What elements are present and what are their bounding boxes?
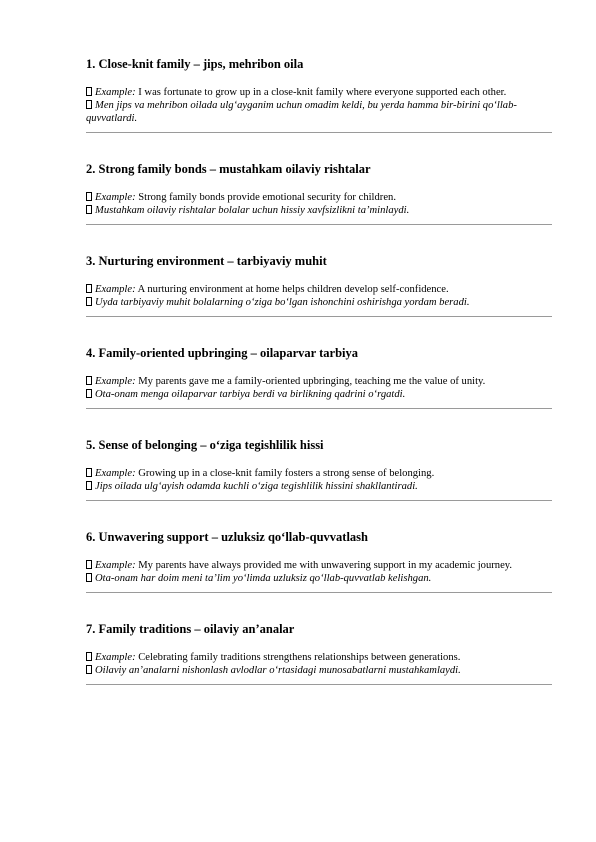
example-label: Example: — [95, 560, 136, 571]
checkbox-glyph-icon — [86, 87, 92, 96]
checkbox-glyph-icon — [86, 100, 92, 109]
translation-line — [86, 296, 552, 309]
example-text: My parents have always provided me with unwavering support in my academic journey. — [135, 560, 513, 571]
vocab-entry-5 — [86, 438, 552, 501]
checkbox-glyph-icon — [86, 665, 92, 674]
example-line — [86, 283, 552, 296]
translation-text: Men jips va mehribon oilada ulg‘ayganim uchun omadim keldi, bu yerda hamma bir-birini qo‘llab-quvvatlardi. — [86, 100, 517, 124]
checkbox-glyph-icon — [86, 284, 92, 293]
checkbox-glyph-icon — [86, 297, 92, 306]
example-line — [86, 651, 552, 664]
example-text: A nurturing environment at home helps children develop self-confidence. — [135, 284, 449, 295]
example-line — [86, 86, 552, 99]
translation-text: Ota-onam har doim meni ta’lim yo‘limda uzluksiz qo‘llab-quvvatlab kelishgan. — [95, 573, 432, 584]
entry-title: 5. Sense of belonging – o‘ziga tegishlilik hissi — [86, 438, 324, 452]
checkbox-glyph-icon — [86, 376, 92, 385]
translation-text: Ota-onam menga oilaparvar tarbiya berdi va birlikning qadrini o‘rgatdi. — [95, 389, 406, 400]
translation-text: Uyda tarbiyaviy muhit bolalarning o‘ziga bo‘lgan ishonchini oshirishga yordam beradi. — [95, 297, 470, 308]
translation-text: Oilaviy an’analarni nishonlash avlodlar o‘rtasidagi munosabatlarni mustahkamlaydi. — [95, 665, 461, 676]
example-text: I was fortunate to grow up in a close-knit family where everyone supported each other. — [135, 87, 507, 98]
checkbox-glyph-icon — [86, 192, 92, 201]
vocab-entry-2 — [86, 162, 552, 225]
example-text: Growing up in a close-knit family fosters a strong sense of belonging. — [135, 468, 435, 479]
checkbox-glyph-icon — [86, 468, 92, 477]
example-line — [86, 375, 552, 388]
example-text: Strong family bonds provide emotional security for children. — [135, 192, 396, 203]
example-label: Example: — [95, 468, 136, 479]
checkbox-glyph-icon — [86, 205, 92, 214]
entry-title: 1. Close-knit family – jips, mehribon oila — [86, 57, 304, 71]
translation-text: Jips oilada ulg‘ayish odamda kuchli o‘ziga tegishlilik hissini shakllantiradi. — [95, 481, 418, 492]
vocab-entry-3 — [86, 254, 552, 317]
checkbox-glyph-icon — [86, 481, 92, 490]
translation-line — [86, 388, 552, 401]
example-label: Example: — [95, 87, 136, 98]
example-label: Example: — [95, 376, 136, 387]
example-label: Example: — [95, 284, 136, 295]
example-line — [86, 191, 552, 204]
checkbox-glyph-icon — [86, 573, 92, 582]
translation-line — [86, 204, 552, 217]
entry-title: 6. Unwavering support – uzluksiz qo‘llab-quvvatlash — [86, 530, 369, 544]
vocab-entry-6 — [86, 530, 552, 593]
checkbox-glyph-icon — [86, 652, 92, 661]
example-text: My parents gave me a family-oriented upbringing, teaching me the value of unity. — [135, 376, 486, 387]
entry-title: 4. Family-oriented upbringing – oilaparvar tarbiya — [86, 346, 358, 360]
example-label: Example: — [95, 652, 136, 663]
translation-line — [86, 664, 552, 677]
example-line — [86, 559, 552, 572]
vocab-entry-7 — [86, 622, 552, 685]
entry-title: 3. Nurturing environment – tarbiyaviy muhit — [86, 254, 327, 268]
example-label: Example: — [95, 192, 136, 203]
vocab-entry-4 — [86, 346, 552, 409]
vocab-entry-1 — [86, 57, 552, 133]
checkbox-glyph-icon — [86, 389, 92, 398]
example-line — [86, 467, 552, 480]
entry-title: 7. Family traditions – oilaviy an’analar — [86, 622, 295, 636]
section-divider — [86, 684, 552, 685]
translation-line — [86, 572, 552, 585]
checkbox-glyph-icon — [86, 560, 92, 569]
translation-line — [86, 99, 552, 125]
translation-text: Mustahkam oilaviy rishtalar bolalar uchun hissiy xavfsizlikni ta’minlaydi. — [95, 205, 410, 216]
entry-title: 2. Strong family bonds – mustahkam oilaviy rishtalar — [86, 162, 371, 176]
example-text: Celebrating family traditions strengthens relationships between generations. — [135, 652, 461, 663]
translation-line — [86, 480, 552, 493]
